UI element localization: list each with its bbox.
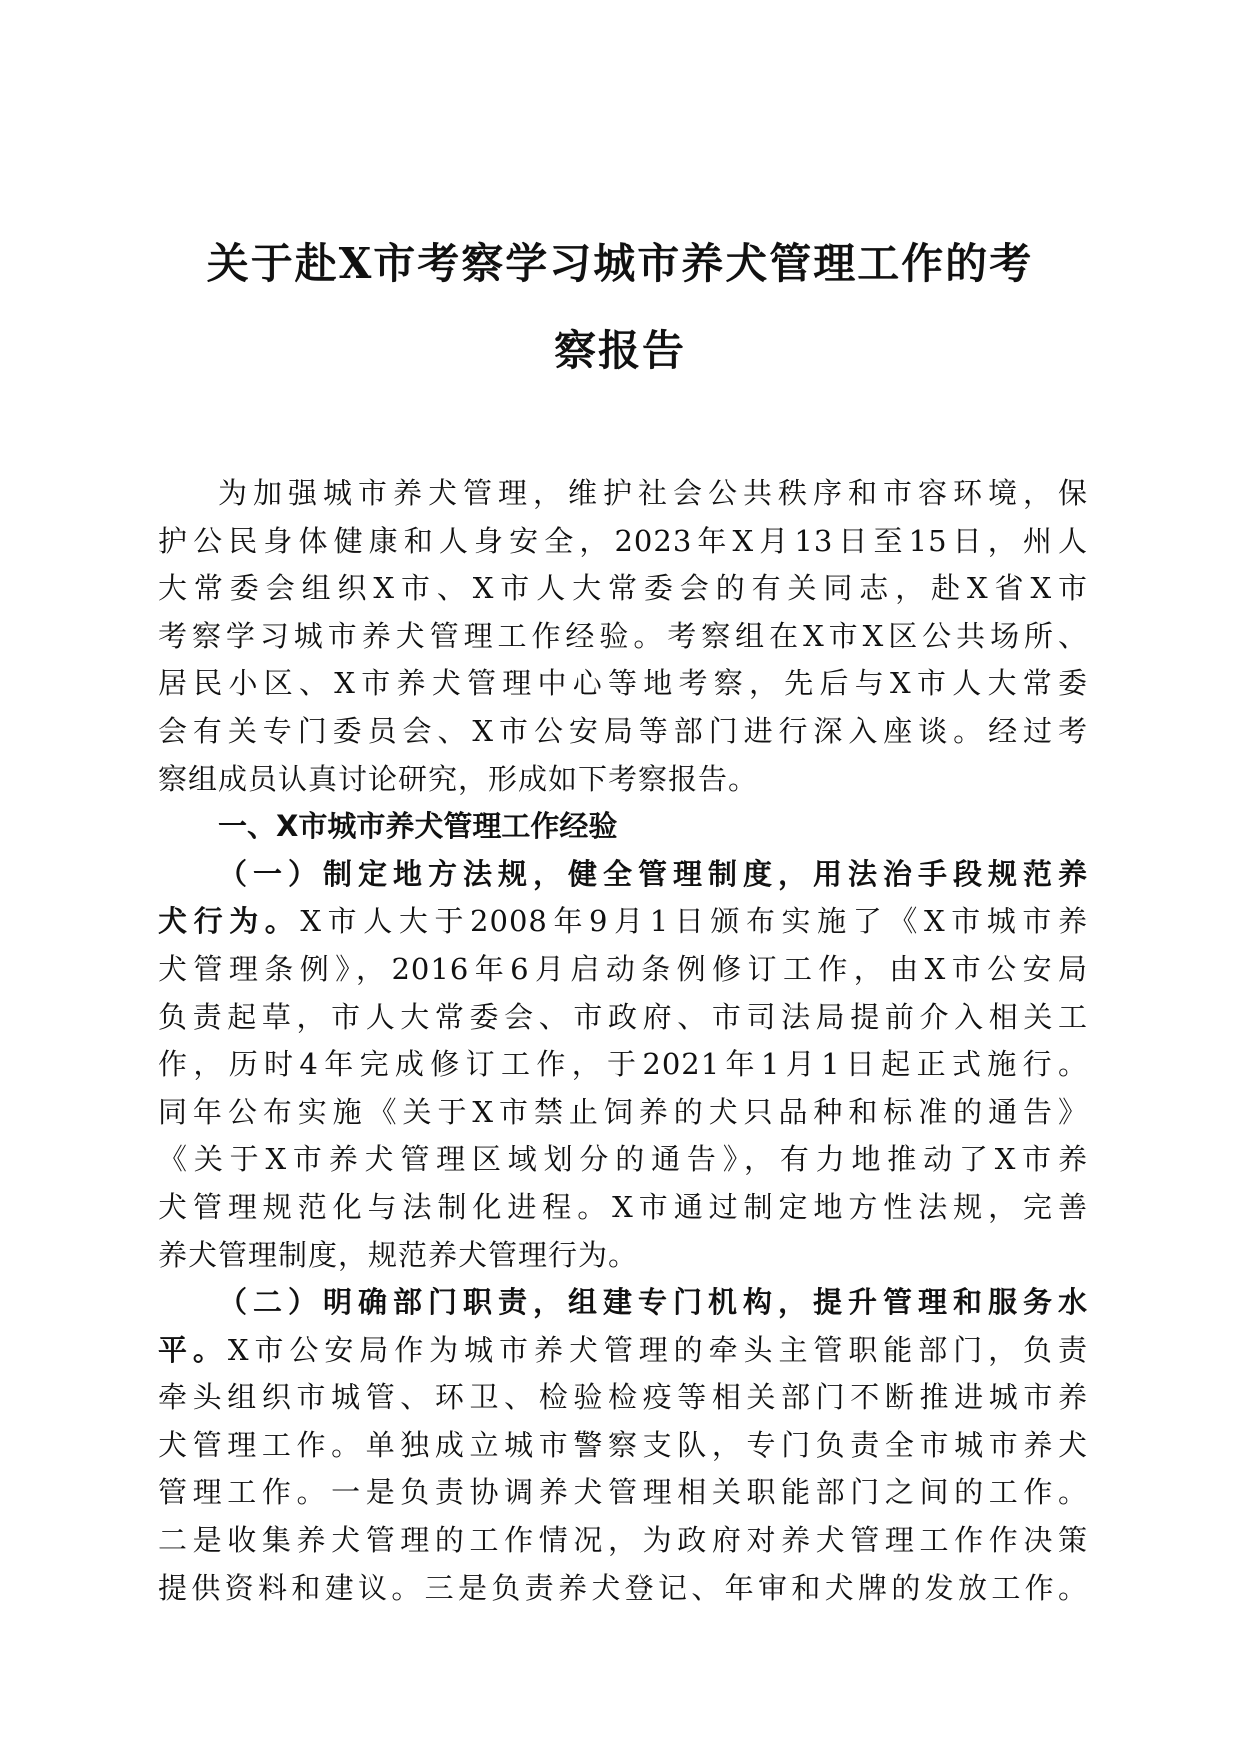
paragraph-line: 护公民身体健康和人身安全，2023年X月13日至15日，州人	[158, 523, 1088, 558]
paragraph-line: 提供资料和建议。三是负责养犬登记、年审和犬牌的发放工作。	[158, 1570, 1088, 1605]
paragraph-line: 犬管理工作。单独成立城市警察支队，专门负责全市城市养犬	[158, 1427, 1088, 1462]
paragraph-text: X市人大于2008年9月1日颁布实施了《X市城市养	[300, 904, 1088, 939]
item-one-paragraph	[158, 851, 1088, 1279]
item-lead: （二）明确部门职责，组建专门机构，提升管理和服务水	[218, 1285, 1088, 1320]
paragraph-line: 居民小区、X市养犬管理中心等地考察，先后与X市人大常委	[158, 666, 1088, 701]
paragraph-line: 牵头组织市城管、环卫、检验检疫等相关部门不断推进城市养	[158, 1380, 1088, 1415]
item-lead-continued: 犬行为。	[158, 904, 301, 939]
paragraph-line: 负责起草，市人大常委会、市政府、市司法局提前介入相关工	[158, 999, 1088, 1034]
intro-paragraph	[158, 470, 1088, 803]
paragraph-text: X市公安局作为城市养犬管理的牵头主管职能部门，负责	[227, 1332, 1088, 1367]
document-body	[158, 470, 1088, 1612]
paragraph-line: 管理工作。一是负责协调养犬管理相关职能部门之间的工作。	[158, 1475, 1088, 1510]
paragraph-line: 作，历时4年完成修订工作，于2021年1月1日起正式施行。	[158, 1047, 1088, 1082]
paragraph-line	[158, 898, 1088, 946]
paragraph-line: 犬管理规范化与法制化进程。X市通过制定地方性法规，完善	[158, 1189, 1088, 1224]
paragraph-line	[158, 1327, 1088, 1375]
paragraph-line: 养犬管理制度，规范养犬管理行为。	[158, 1237, 639, 1272]
item-lead-continued: 平。	[158, 1332, 228, 1367]
paragraph-line: 二是收集养犬管理的工作情况，为政府对养犬管理工作作决策	[158, 1523, 1088, 1558]
paragraph-line: 为加强城市养犬管理，维护社会公共秩序和市容环境，保	[218, 476, 1088, 510]
item-two-paragraph	[158, 1279, 1088, 1612]
paragraph-line: 大常委会组织X市、X市人大常委会的有关同志，赴X省X市	[158, 571, 1088, 606]
paragraph-line: 会有关专门委员会、X市公安局等部门进行深入座谈。经过考	[158, 713, 1088, 748]
title-line-1: 关于赴X市考察学习城市养犬管理工作的考	[206, 239, 1034, 288]
paragraph-line: 考察学习城市养犬管理工作经验。考察组在X市X区公共场所、	[158, 618, 1088, 653]
paragraph-line: 《关于X市养犬管理区域划分的通告》，有力地推动了X市养	[158, 1142, 1088, 1177]
paragraph-line: 同年公布实施《关于X市禁止饲养的犬只品种和标准的通告》	[158, 1094, 1088, 1129]
title-line-2: 察报告	[553, 326, 686, 375]
paragraph-line: 犬管理条例》，2016年6月启动条例修订工作，由X市公安局	[158, 951, 1088, 986]
paragraph-line: 察组成员认真讨论研究，形成如下考察报告。	[158, 761, 759, 796]
item-lead: （一）制定地方法规，健全管理制度，用法治手段规范养	[218, 856, 1088, 891]
section-heading: 一、X市城市养犬管理工作经验	[218, 809, 618, 844]
document-title	[150, 220, 1090, 394]
